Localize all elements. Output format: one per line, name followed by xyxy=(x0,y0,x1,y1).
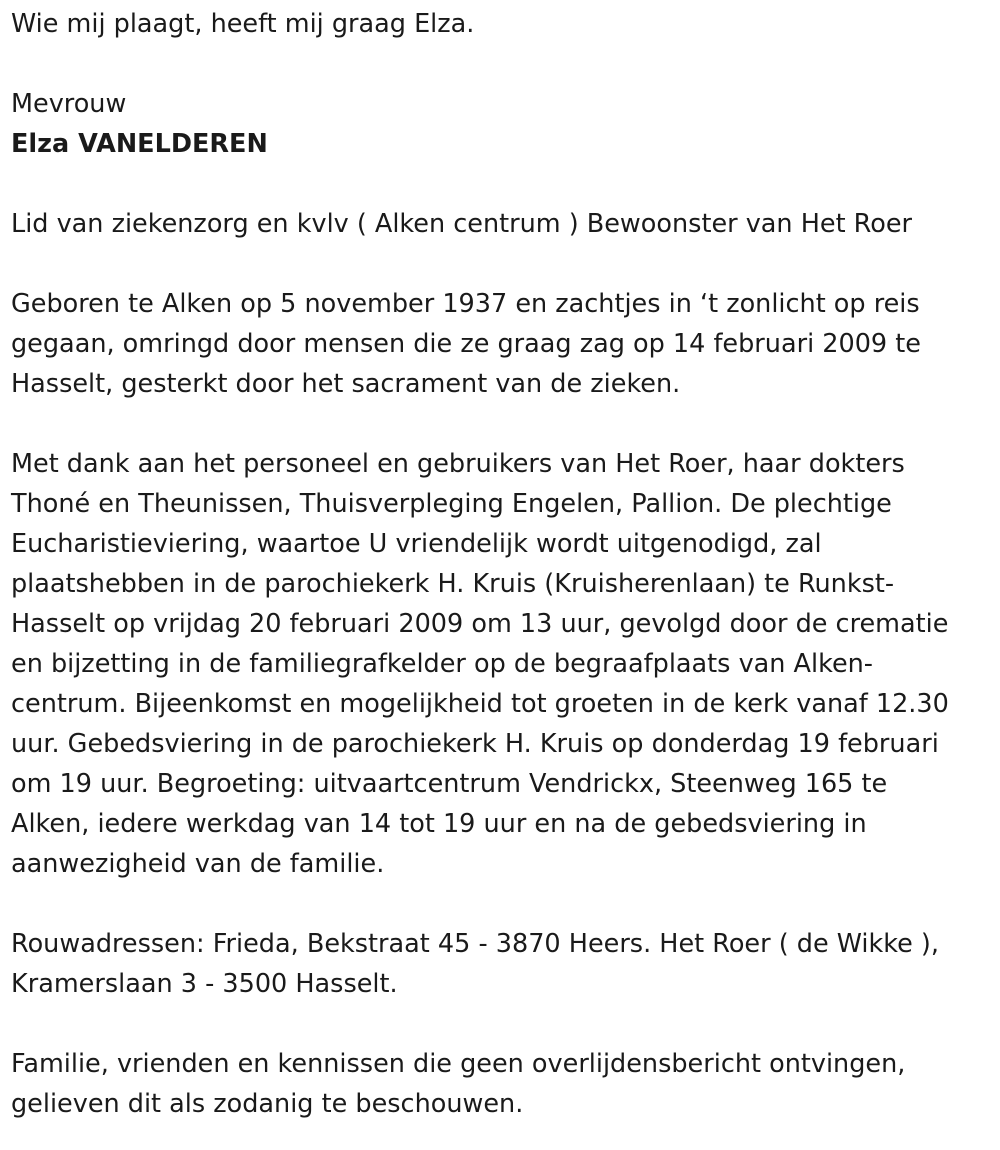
salutation: Mevrouw xyxy=(11,89,127,119)
motto: Wie mij plaagt, heeft mij graag Elza. xyxy=(11,9,475,39)
spacer xyxy=(11,44,996,84)
deceased-name: Elza VANELDEREN xyxy=(11,129,268,159)
obituary-document xyxy=(11,4,996,1124)
spacer xyxy=(11,1004,996,1044)
closing-paragraph: Familie, vrienden en kennissen die geen overlijdensbericht ontvingen, gelieven dit als zodanig te beschouwen. xyxy=(11,1049,906,1119)
spacer xyxy=(11,164,996,204)
spacer xyxy=(11,244,996,284)
spacer xyxy=(11,884,996,924)
birth-death-paragraph: Geboren te Alken op 5 november 1937 en zachtjes in ‘t zonlicht op reis gegaan, omringd door mensen die ze graag zag op 14 februari 2009 te Hasselt, gesterkt door het sacrament van de zieken. xyxy=(11,289,921,399)
thanks-ceremony-paragraph: Met dank aan het personeel en gebruikers van Het Roer, haar dokters Thoné en Theunissen, Thuisverpleging Engelen, Pallion. De plechtige Eucharistieviering, waartoe U vriendelijk wordt uitgenodigd, zal plaatshebben in de parochiekerk H. Kruis (Kruisherenlaan) te Runkst- Hasselt op vrijdag 20 februari 2009 om 13 uur, gevolgd door de crematie en bijzetting in de familiegrafkelder op de begraafplaats van Alken- centrum. Bijeenkomst en mogelijkheid tot groeten in de kerk vanaf 12.30 uur. Gebedsviering in de parochiekerk H. Kruis op donderdag 19 februari om 19 uur. Begroeting: uitvaartcentrum Vendrickx, Steenweg 165 te Alken, iedere werkdag van 14 tot 19 uur en na de gebedsviering in aanwezigheid van de familie. xyxy=(11,449,949,879)
spacer xyxy=(11,404,996,444)
membership-text: Lid van ziekenzorg en kvlv ( Alken centrum ) Bewoonster van Het Roer xyxy=(11,209,913,239)
addresses-paragraph: Rouwadressen: Frieda, Bekstraat 45 - 3870 Heers. Het Roer ( de Wikke ), Kramerslaan 3 - 3500 Hasselt. xyxy=(11,929,939,999)
